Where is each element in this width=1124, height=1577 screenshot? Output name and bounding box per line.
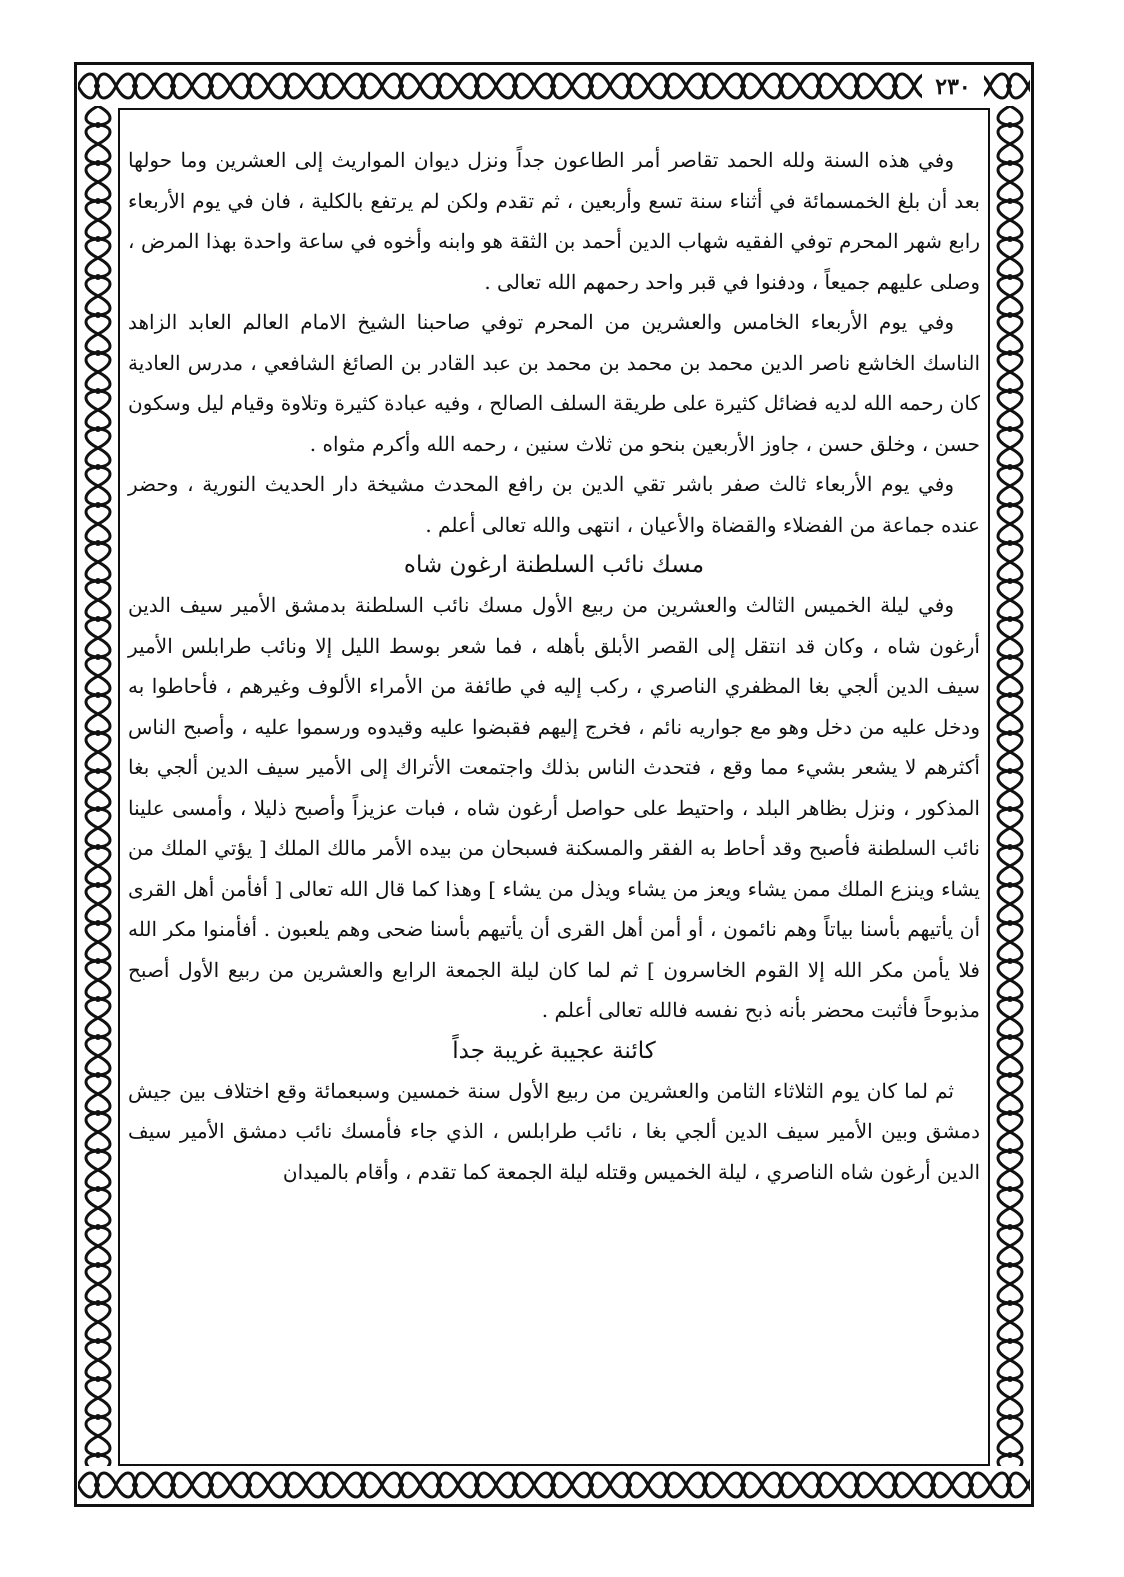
- ornament-band-left: [78, 106, 118, 1466]
- chain-ornament-right: [990, 106, 1030, 1466]
- paragraph: وفي ليلة الخميس الثالث والعشرين من ربيع الأول مسك نائب السلطنة بدمشق الأمير سيف الدين أرغون شاه ، وكان قد انتقل إلى القصر الأبلق بأهله ، فما شعر بوسط الليل إلا ونائب طرابلس الأمير سيف الدين ألجي بغا المظفري الناصري ، ركب إليه في طائفة من الأمراء الألوف وغيرهم ، فأحاطوا به ودخل عليه من دخل وهو مع جواريه نائم ، فخرج إليهم فقبضوا عليه وقيدوه ورسموا عليه ، وأصبح الناس أكثرهم لا يشعر بشيء مما وقع ، فتحدث الناس بذلك واجتمعت الأتراك إلى الأمير سيف الدين ألجي بغا المذكور ، ونزل بظاهر البلد ، واحتيط على حواصل أرغون شاه ، فبات عزيزاً وأصبح ذليلا ، وأمسى علينا نائب السلطنة فأصبح وقد أحاط به الفقر والمسكنة فسبحان من بيده الأمر مالك الملك [ يؤتي الملك من يشاء وينزع الملك ممن يشاء ويعز من يشاء ويذل من يشاء ] وهذا كما قال الله تعالى [ أفأمن أهل القرى أن يأتيهم بأسنا بياتاً وهم نائمون ، أو أمن أهل القرى أن يأتيهم بأسنا ضحى وهم يلعبون . أفأمنوا مكر الله فلا يأمن مكر الله إلا القوم الخاسرون ] ثم لما كان ليلة الجمعة الرابع والعشرين من ربيع الأول أصبح مذبوحاً فأثبت محضر بأنه ذبح نفسه فالله تعالى أعلم .: [128, 593, 980, 1022]
- paragraph: وفي هذه السنة ولله الحمد تقاصر أمر الطاعون جداً ونزل ديوان المواريث إلى العشرين وما حولها بعد أن بلغ الخمسمائة في أثناء سنة تسع وأربعين ، ثم تقدم ولكن لم يرتفع بالكلية ، فان في يوم الأربعاء رابع شهر المحرم توفي الفقيه شهاب الدين أحمد بن الثقة هو وابنه وأخوه في ساعة واحدة بهذا المرض ، وصلى عليهم جميعاً ، ودفنوا في قبر واحد رحمهم الله تعالى .: [128, 148, 980, 294]
- ornament-band-top: [78, 66, 1030, 106]
- section-heading: كائنة عجيبة غريبة جداً: [452, 1037, 656, 1064]
- ornament-band-right: [990, 106, 1030, 1466]
- paragraph: وفي يوم الأربعاء ثالث صفر باشر تقي الدين بن رافع المحدث مشيخة دار الحديث النورية ، وحضر عنده جماعة من الفضلاء والقضاة والأعيان ، انتهى والله تعالى أعلم .: [128, 472, 980, 537]
- chain-ornament-top: [78, 66, 1030, 106]
- ornament-band-bottom: [78, 1465, 1030, 1503]
- paragraph: ثم لما كان يوم الثلاثاء الثامن والعشرين من ربيع الأول سنة خمسين وسبعمائة وقع اختلاف بين جيش دمشق وبين الأمير سيف الدين ألجي بغا ، نائب طرابلس ، الذي جاء فأمسك نائب دمشق الأمير سيف الدين أرغون شاه الناصري ، ليلة الخميس وقتله ليلة الجمعة كما تقدم ، وأقام بالميدان: [128, 1078, 980, 1184]
- chain-ornament-bottom: [78, 1465, 1030, 1503]
- paragraph: وفي يوم الأربعاء الخامس والعشرين من المحرم توفي صاحبنا الشيخ الامام العالم العابد الزاهد الناسك الخاشع ناصر الدين محمد بن محمد بن محمد بن عبد القادر بن الصائغ الشافعي ، مدرس العادية كان رحمه الله لديه فضائل كثيرة على طريقة السلف الصالح ، وفيه عبادة كثيرة وتلاوة وقيام ليل وسكون حسن ، وخلق حسن ، جاوز الأربعين بنحو من ثلاث سنين ، رحمه الله وأكرم مثواه .: [128, 310, 980, 456]
- page-body: [128, 140, 980, 1192]
- chain-ornament-left: [78, 106, 118, 1466]
- section-heading: مسك نائب السلطنة ارغون شاه: [403, 552, 705, 578]
- page-number: ٢٣٠: [922, 70, 984, 104]
